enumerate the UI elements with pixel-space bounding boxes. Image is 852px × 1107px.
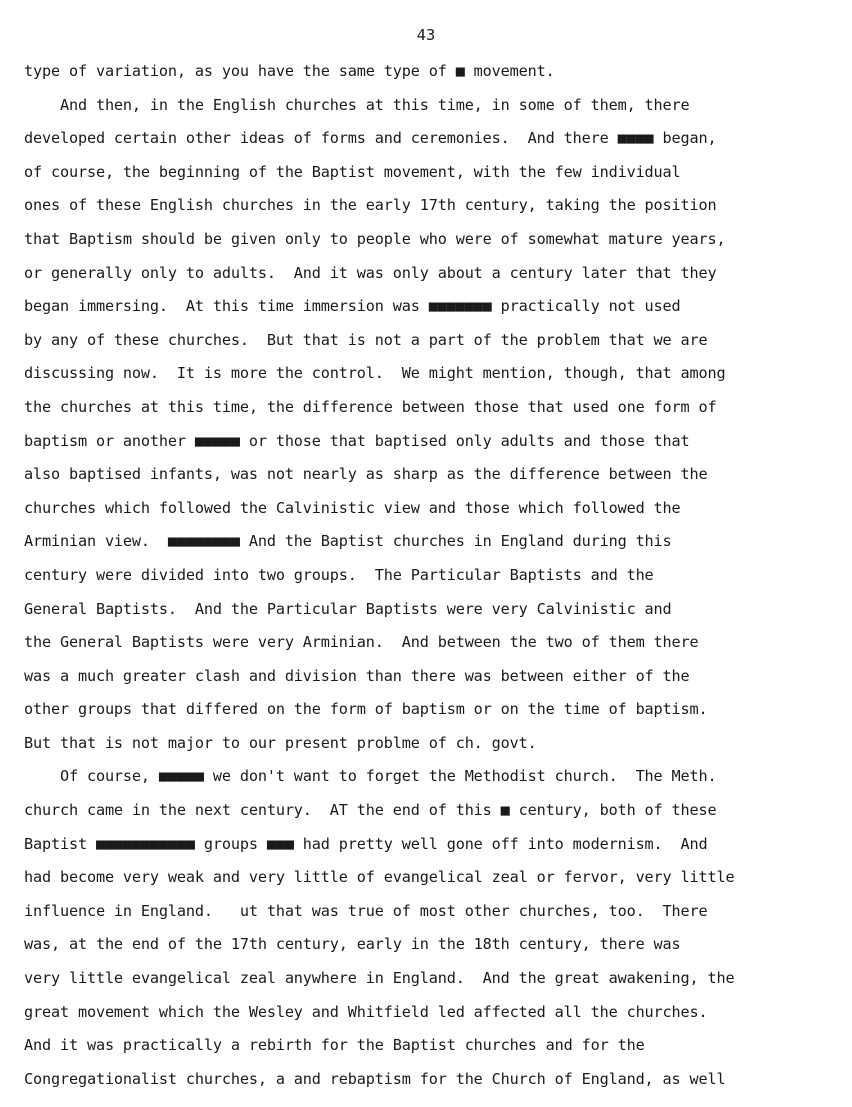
text-line: Of course, ■■■■■ we don't want to forget the Methodist church. The Meth. <box>24 767 717 786</box>
text-line: century were divided into two groups. The Particular Baptists and the <box>24 565 654 584</box>
text-line: the General Baptists were very Arminian. And between the two of them there <box>24 633 699 652</box>
text-line: great movement which the Wesley and Whitfield led affected all the churches. <box>24 1002 708 1021</box>
text-line: other groups that differed on the form of baptism or on the time of baptism. <box>24 700 708 719</box>
text-line: was a much greater clash and division than there was between either of the <box>24 666 690 685</box>
text-line: had become very weak and very little of evangelical zeal or fervor, very little <box>24 868 735 887</box>
text-line: that Baptism should be given only to people who were of somewhat mature years, <box>24 229 726 248</box>
text-line: very little evangelical zeal anywhere in England. And the great awakening, the <box>24 969 735 988</box>
text-line: Arminian view. ■■■■■■■■ And the Baptist churches in England during this <box>24 532 672 551</box>
text-line: But that is not major to our present problme of ch. govt. <box>24 733 537 752</box>
text-line: by any of these churches. But that is not a part of the problem that we are <box>24 330 708 349</box>
text-line: influence in England. ut that was true of most other churches, too. There <box>24 901 708 920</box>
text-line: Baptist ■■■■■■■■■■■ groups ■■■ had pretty well gone off into modernism. And <box>24 834 708 853</box>
text-line: And it was practically a rebirth for the Baptist churches and for the <box>24 1036 645 1055</box>
text-line: was, at the end of the 17th century, early in the 18th century, there was <box>24 935 681 954</box>
document-body <box>24 60 844 1101</box>
text-line: ones of these English churches in the early 17th century, taking the position <box>24 196 717 215</box>
text-line: type of variation, as you have the same type of ■ movement. <box>24 62 555 80</box>
text-line: of course, the beginning of the Baptist movement, with the few individual <box>24 162 681 181</box>
text-line: or generally only to adults. And it was only about a century later that they <box>24 263 717 282</box>
text-line: Congregationalist churches, a and rebaptism for the Church of England, as well <box>24 1069 726 1088</box>
text-line: General Baptists. And the Particular Baptists were very Calvinistic and <box>24 599 672 618</box>
text-line: churches which followed the Calvinistic view and those which followed the <box>24 498 681 517</box>
text-line: also baptised infants, was not nearly as sharp as the difference between the <box>24 465 708 484</box>
text-line: developed certain other ideas of forms and ceremonies. And there ■■■■ began, <box>24 129 717 148</box>
text-line: began immersing. At this time immersion was ■■■■■■■ practically not used <box>24 297 681 316</box>
page-number: 43 <box>416 26 436 44</box>
text-line: And then, in the English churches at this time, in some of them, there <box>24 95 690 114</box>
text-line: baptism or another ■■■■■ or those that baptised only adults and those that <box>24 431 690 450</box>
text-line: discussing now. It is more the control. We might mention, though, that among <box>24 364 726 383</box>
text-line: the churches at this time, the difference between those that used one form of <box>24 397 717 416</box>
text-line: church came in the next century. AT the end of this ■ century, both of these <box>24 801 717 820</box>
